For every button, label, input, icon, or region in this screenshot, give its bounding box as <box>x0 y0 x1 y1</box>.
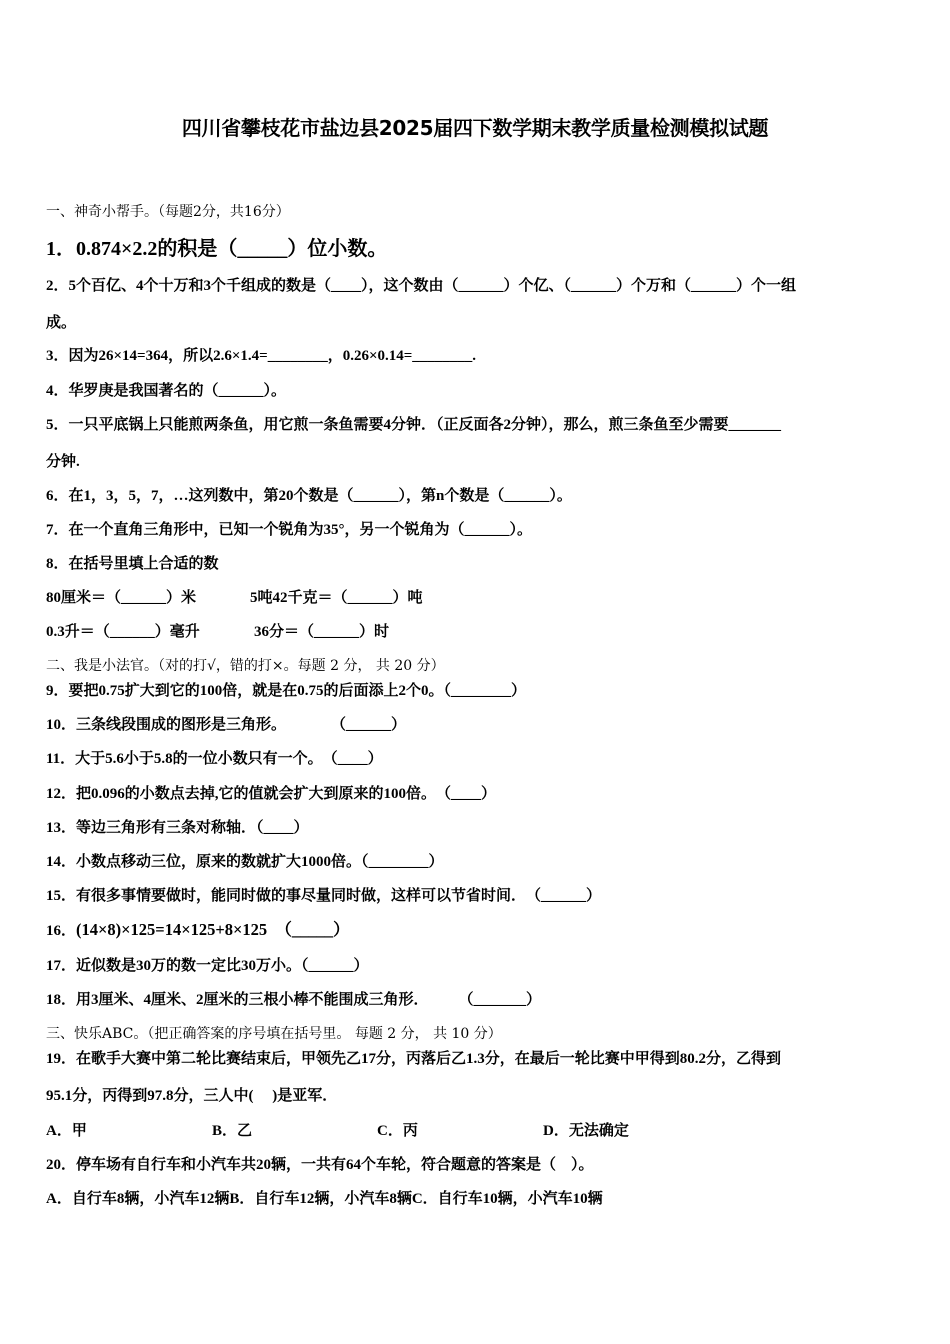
exam-title: 四川省攀枝花市盐边县2025届四下数学期末教学质量检测模拟试题 <box>181 116 769 140</box>
question-19-line-1: 19．在歌手大赛中第二轮比赛结束后，甲领先乙17分，丙落后乙1.3分，在最后一轮比赛中甲得到80.2分，乙得到 <box>46 1051 782 1067</box>
question-11: 11．大于5.6小于5.8的一位小数只有一个。 （____） <box>46 751 383 767</box>
question-19-option-c: C．丙 <box>377 1123 418 1139</box>
question-20: 20．停车场有自行车和小汽车共20辆，一共有64个车轮，符合题意的答案是（ ）。 <box>46 1157 594 1173</box>
question-20-options: A．自行车8辆，小汽车12辆B．自行车12辆，小汽车8辆C．自行车10辆，小汽车10辆 <box>46 1191 603 1207</box>
question-16-number: 16． <box>46 923 77 939</box>
question-12: 12．把0.096的小数点去掉,它的值就会扩大到原来的100倍。 （____） <box>46 786 497 802</box>
question-19-line-2: 95.1分，丙得到97.8分，三人中( )是亚军． <box>46 1088 338 1104</box>
question-2-line-1: 2．5个百亿、4个十万和3个千组成的数是（____），这个数由（______）个亿、（______）个万和（______）个一组 <box>46 278 797 294</box>
question-8-item-d: 36分＝（______）时 <box>254 624 390 640</box>
question-19-option-d: D．无法确定 <box>543 1123 629 1139</box>
question-10: 10．三条线段围成的图形是三角形。 （______） <box>46 717 407 733</box>
question-4: 4．华罗庚是我国著名的（______）。 <box>46 383 287 399</box>
question-8: 8．在括号里填上合适的数 <box>46 556 219 572</box>
section-3-heading: 三、快乐ABC。（把正确答案的序号填在括号里。 每题 2 分， 共 10 分） <box>46 1026 502 1042</box>
question-9: 9．要把0.75扩大到它的100倍，就是在0.75的后面添上2个0。（________） <box>46 683 527 699</box>
question-5-line-1: 5．一只平底锅上只能煎两条鱼，用它煎一条鱼需要4分钟．（正反面各2分钟），那么，煎三条鱼至少需要_______ <box>46 417 782 433</box>
question-16 <box>46 920 350 941</box>
question-18: 18．用3厘米、4厘米、2厘米的三根小棒不能围成三角形． （_______） <box>46 992 542 1008</box>
question-13: 13．等边三角形有三条对称轴．（____） <box>46 820 309 836</box>
section-2-heading: 二、我是小法官。（对的打√，错的打×。每题 2 分， 共 20 分） <box>46 658 445 674</box>
question-5-line-2: 分钟. <box>46 454 80 470</box>
section-1-heading: 一、神奇小帮手。（每题2分，共16分） <box>46 204 290 220</box>
question-8-item-a: 80厘米＝（______）米 <box>46 590 197 606</box>
question-14: 14．小数点移动三位，原来的数就扩大1000倍。（________） <box>46 854 444 870</box>
question-15: 15．有很多事情要做时，能同时做的事尽量同时做，这样可以节省时间． （______） <box>46 888 602 904</box>
question-3: 3．因为26×14=364，所以2.6×1.4=________，0.26×0.14=________. <box>46 348 477 364</box>
question-8-item-c: 0.3升＝（______）毫升 <box>46 624 200 640</box>
question-16-text: (14×8)×125=14×125+8×125 （_____） <box>76 920 350 939</box>
question-6: 6．在1，3，5，7，…这列数中，第20个数是（______），第n个数是（______）。 <box>46 488 572 504</box>
question-19-option-a: A．甲 <box>46 1123 87 1139</box>
question-19-option-b: B．乙 <box>212 1123 253 1139</box>
question-17: 17．近似数是30万的数一定比30万小。（______） <box>46 958 369 974</box>
question-7: 7．在一个直角三角形中，已知一个锐角为35°，另一个锐角为（______）。 <box>46 522 533 538</box>
question-2-line-2: 成。 <box>46 315 77 331</box>
question-8-item-b: 5吨42千克＝（______）吨 <box>250 590 423 606</box>
question-1: 1．0.874×2.2的积是（_____）位小数。 <box>46 238 388 260</box>
